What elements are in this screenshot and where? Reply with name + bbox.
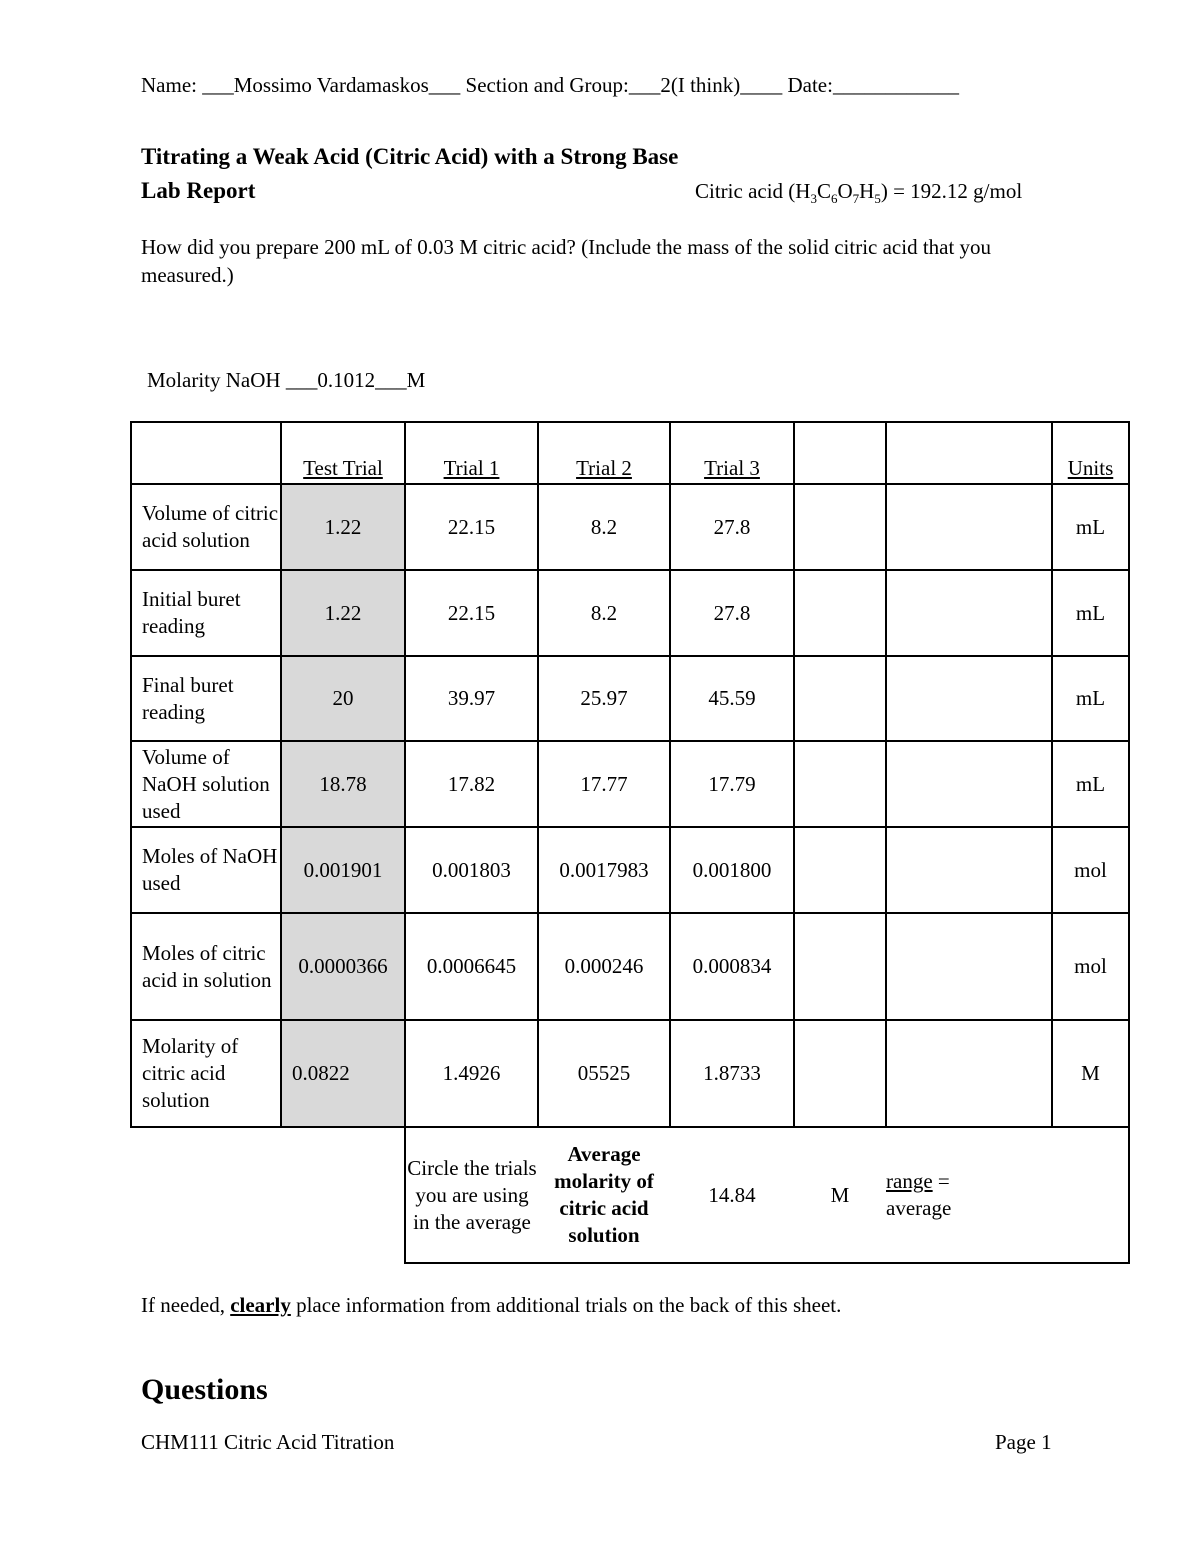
trial-2-cell[interactable]: 0.000246 — [538, 913, 670, 1020]
circle-trials-note: Circle the trials you are using in the average — [405, 1127, 538, 1263]
extra-cell-1[interactable] — [794, 1020, 886, 1127]
header-units: Units — [1052, 422, 1129, 484]
unit-cell: mol — [1052, 913, 1129, 1020]
header-line — [141, 73, 959, 98]
footnote-post: place information from additional trials on the back of this sheet. — [290, 1293, 842, 1317]
header-extra-1 — [794, 422, 886, 484]
header-trial-3: Trial 3 — [670, 422, 794, 484]
range-equals: = — [932, 1169, 950, 1193]
trial-1-cell[interactable]: 22.15 — [405, 570, 538, 656]
trial-1-cell[interactable]: 0.0006645 — [405, 913, 538, 1020]
extra-cell-2[interactable] — [886, 484, 1052, 570]
row-label: Moles of NaOH used — [131, 827, 281, 913]
extra-cell-2[interactable] — [886, 827, 1052, 913]
trial-1-cell[interactable]: 0.001803 — [405, 827, 538, 913]
range-label: range — [886, 1169, 933, 1193]
extra-cell-2[interactable] — [886, 570, 1052, 656]
summary-row — [131, 1127, 1129, 1263]
questions-heading: Questions — [141, 1373, 268, 1406]
test-trial-cell[interactable]: 1.22 — [281, 570, 405, 656]
trial-1-cell[interactable]: 39.97 — [405, 656, 538, 741]
average-molarity-value[interactable]: 14.84 — [670, 1127, 794, 1263]
range-over-average — [886, 1127, 1129, 1263]
naoh-molarity-line — [147, 368, 425, 393]
extra-cell-1[interactable] — [794, 827, 886, 913]
additional-trials-note — [141, 1293, 841, 1318]
table-row — [131, 570, 1129, 656]
page-title: Titrating a Weak Acid (Citric Acid) with a Strong Base — [141, 144, 679, 169]
table-row — [131, 1020, 1129, 1127]
unit-cell: mL — [1052, 484, 1129, 570]
test-trial-cell[interactable]: 0.0000366 — [281, 913, 405, 1020]
naoh-molarity-value: ___0.1012___ — [285, 368, 407, 392]
summary-blank — [131, 1127, 405, 1263]
extra-cell-1[interactable] — [794, 570, 886, 656]
trial-2-cell[interactable]: 25.97 — [538, 656, 670, 741]
molar-mass-formula — [695, 179, 1022, 207]
unit-cell: M — [1052, 1020, 1129, 1127]
formula-h: H — [859, 179, 875, 203]
row-label: Initial buret reading — [131, 570, 281, 656]
section-label: Section and Group: — [465, 73, 629, 97]
extra-cell-1[interactable] — [794, 913, 886, 1020]
footnote-pre: If needed, — [141, 1293, 231, 1317]
trial-3-cell[interactable]: 1.8733 — [670, 1020, 794, 1127]
trial-3-cell[interactable]: 17.79 — [670, 741, 794, 827]
header-test-trial: Test Trial — [281, 422, 405, 484]
header-corner-cell — [131, 422, 281, 484]
name-label: Name: — [141, 73, 197, 97]
trial-3-cell[interactable]: 27.8 — [670, 570, 794, 656]
trial-1-cell[interactable]: 1.4926 — [405, 1020, 538, 1127]
average-molarity-unit: M — [794, 1127, 886, 1263]
trial-1-cell[interactable]: 22.15 — [405, 484, 538, 570]
date-label: Date: — [787, 73, 833, 97]
formula-sub-4: 5 — [874, 191, 881, 207]
extra-cell-2[interactable] — [886, 1020, 1052, 1127]
section-value: ___2(I think)____ — [628, 73, 783, 97]
table-row — [131, 827, 1129, 913]
header-trial-2: Trial 2 — [538, 422, 670, 484]
trial-2-cell[interactable]: 05525 — [538, 1020, 670, 1127]
trial-3-cell[interactable]: 0.001800 — [670, 827, 794, 913]
name-value: ___Mossimo Vardamaskos___ — [202, 73, 461, 97]
header-trial-1: Trial 1 — [405, 422, 538, 484]
extra-cell-2[interactable] — [886, 913, 1052, 1020]
trial-2-cell[interactable]: 0.0017983 — [538, 827, 670, 913]
row-label: Volume of NaOH solution used — [131, 741, 281, 827]
extra-cell-1[interactable] — [794, 484, 886, 570]
extra-cell-1[interactable] — [794, 656, 886, 741]
date-value: ____________ — [832, 73, 959, 97]
extra-cell-1[interactable] — [794, 741, 886, 827]
trial-3-cell[interactable]: 0.000834 — [670, 913, 794, 1020]
test-trial-cell[interactable]: 18.78 — [281, 741, 405, 827]
unit-cell: mol — [1052, 827, 1129, 913]
formula-prefix: Citric acid (H — [695, 179, 811, 203]
row-label: Final buret reading — [131, 656, 281, 741]
table-row — [131, 741, 1129, 827]
test-trial-cell[interactable]: 1.22 — [281, 484, 405, 570]
extra-cell-2[interactable] — [886, 656, 1052, 741]
formula-sub-1: 3 — [810, 191, 817, 207]
row-label: Molarity of citric acid solution — [131, 1020, 281, 1127]
unit-cell: mL — [1052, 570, 1129, 656]
page-subtitle: Lab Report — [141, 178, 256, 203]
average-label: average — [886, 1196, 952, 1220]
trial-1-cell[interactable]: 17.82 — [405, 741, 538, 827]
table-row — [131, 484, 1129, 570]
naoh-molarity-label: Molarity NaOH — [147, 368, 281, 392]
extra-cell-2[interactable] — [886, 741, 1052, 827]
formula-c: C — [816, 179, 831, 203]
test-trial-cell[interactable]: 0.0822 — [281, 1020, 405, 1127]
average-molarity-label: Average molarity of citric acid solution — [538, 1127, 670, 1263]
trial-2-cell[interactable]: 8.2 — [538, 484, 670, 570]
footer-page-number: Page 1 — [995, 1430, 1052, 1454]
test-trial-cell[interactable]: 0.001901 — [281, 827, 405, 913]
trial-3-cell[interactable]: 27.8 — [670, 484, 794, 570]
trial-2-cell[interactable]: 17.77 — [538, 741, 670, 827]
table-row — [131, 913, 1129, 1020]
row-label: Volume of citric acid solution — [131, 484, 281, 570]
formula-sub-3: 7 — [852, 191, 860, 207]
footnote-emphasis: clearly — [230, 1293, 291, 1317]
unit-cell: mL — [1052, 656, 1129, 741]
naoh-molarity-unit: M — [406, 368, 426, 392]
header-extra-2 — [886, 422, 1052, 484]
trial-3-cell[interactable]: 45.59 — [670, 656, 794, 741]
footer-course-title: CHM111 Citric Acid Titration — [141, 1430, 395, 1454]
row-label: Moles of citric acid in solution — [131, 913, 281, 1020]
test-trial-cell[interactable]: 20 — [281, 656, 405, 741]
preparation-question: How did you prepare 200 mL of 0.03 M citric acid? (Include the mass of the solid citric acid that you measured.) — [141, 235, 992, 287]
formula-sub-2: 6 — [830, 191, 838, 207]
unit-cell: mL — [1052, 741, 1129, 827]
table-row — [131, 656, 1129, 741]
table-header-row — [131, 422, 1129, 484]
trial-2-cell[interactable]: 8.2 — [538, 570, 670, 656]
formula-o: O — [837, 179, 853, 203]
formula-suffix: ) = 192.12 g/mol — [880, 179, 1023, 203]
titration-data-table — [130, 421, 1130, 1264]
